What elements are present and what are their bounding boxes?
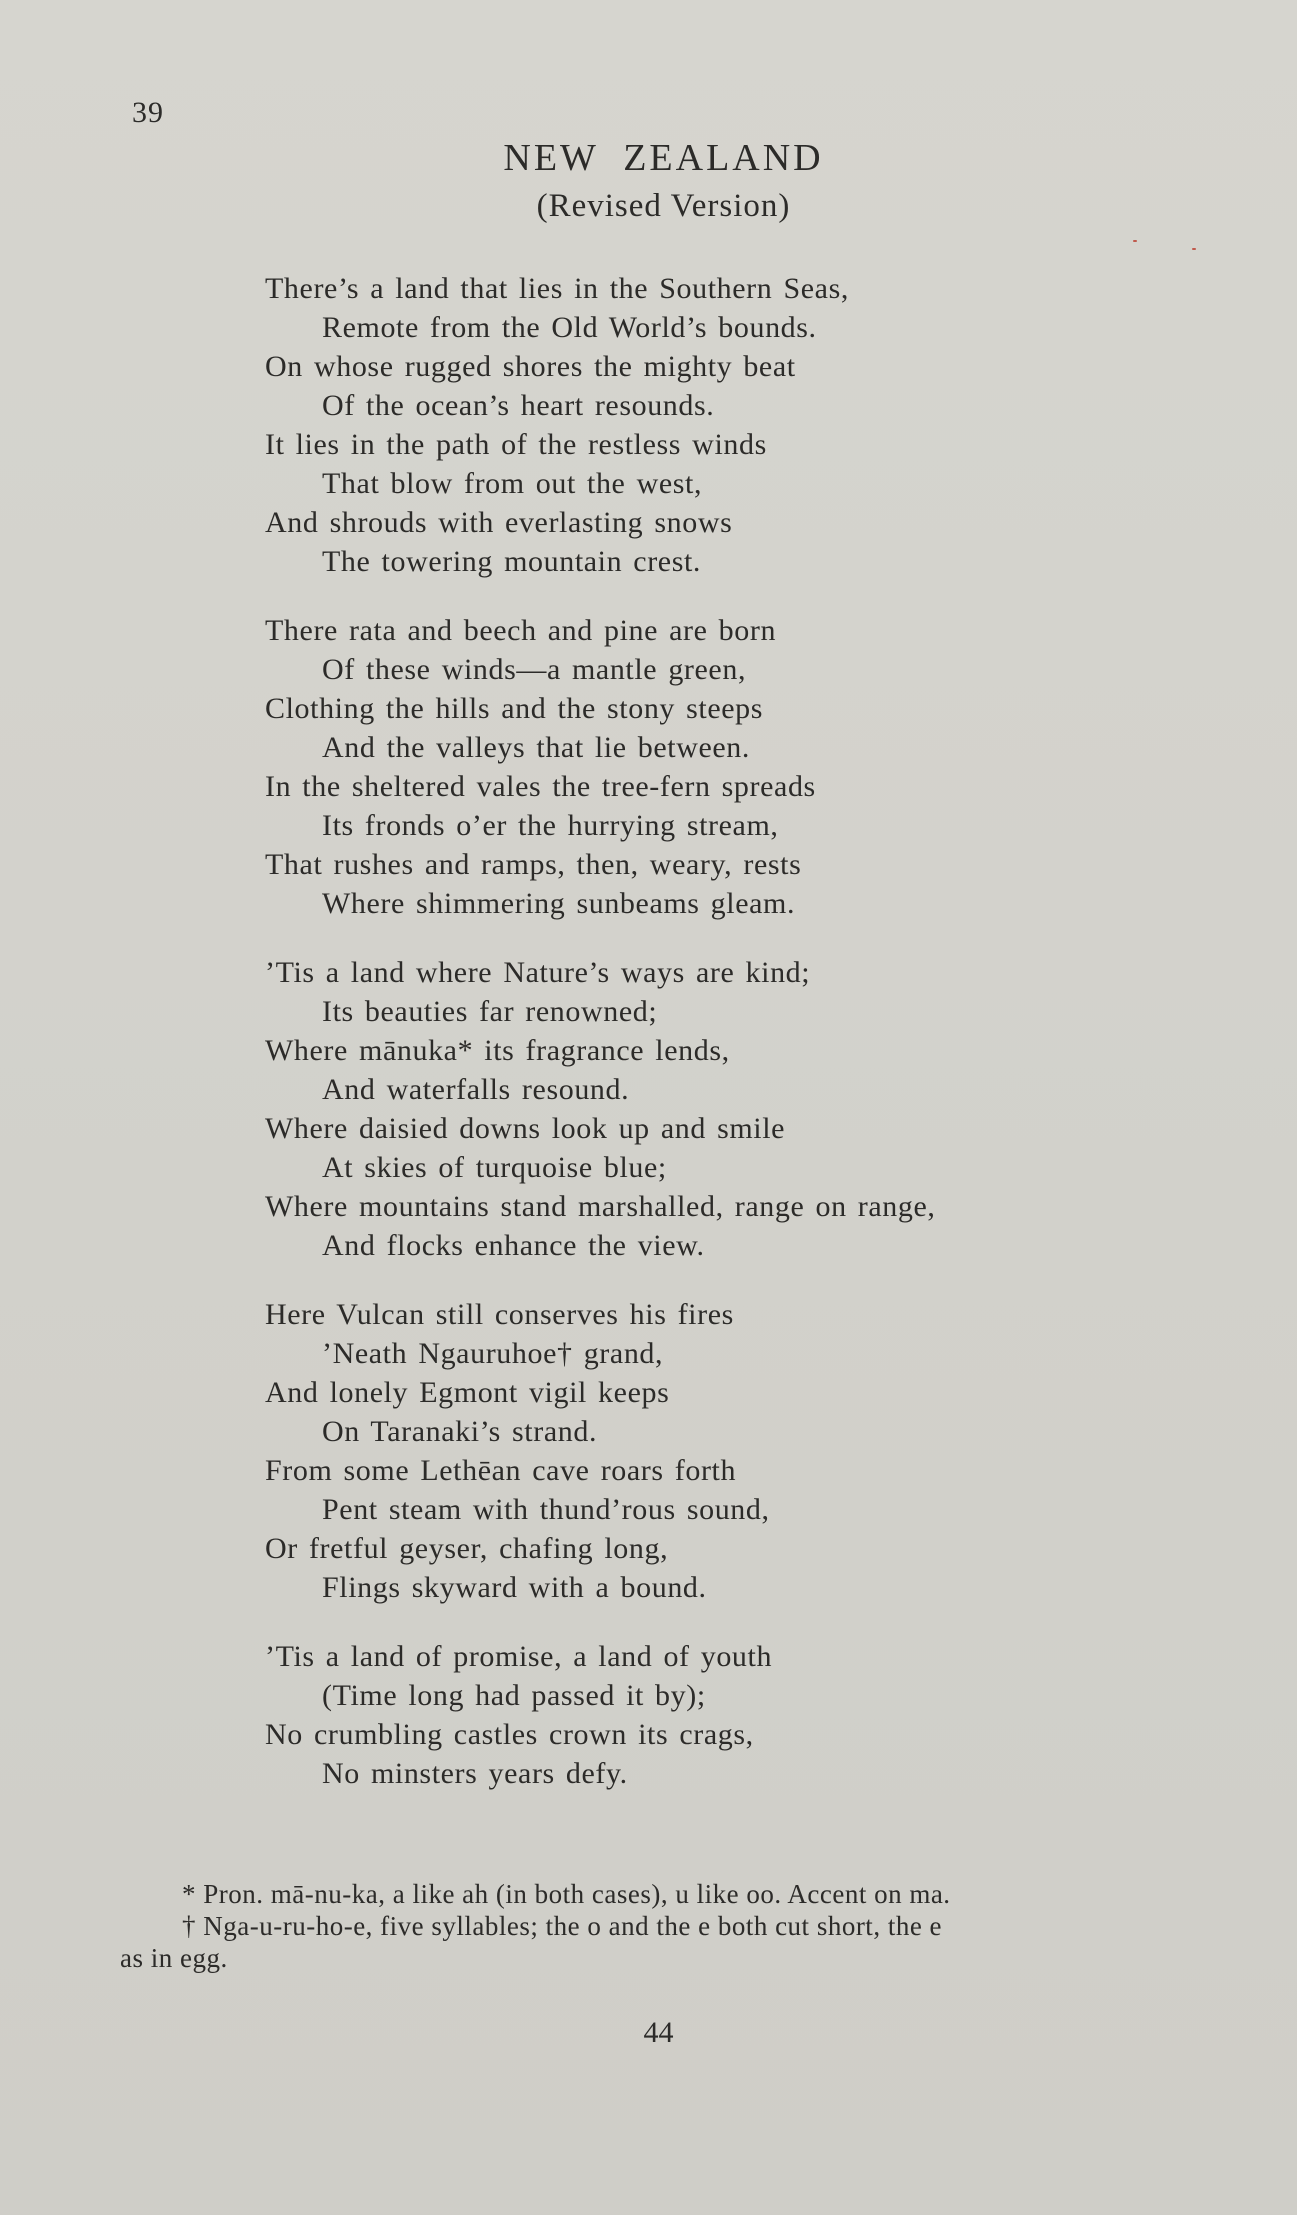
poem-line: That blow from out the west,: [322, 467, 703, 500]
footnote-manuka: * Pron. mā-nu-ka, a like ah (in both cases), u like oo. Accent on ma.: [182, 1879, 951, 1909]
footnote-ngauruhoe-continued: as in egg.: [120, 1943, 228, 1973]
poem-subtitle: (Revised Version): [536, 188, 791, 224]
stanza: [265, 1295, 1165, 1607]
poem-line: Where mānuka* its fragrance lends,: [265, 1034, 730, 1067]
poem-line: That rushes and ramps, then, weary, rests: [265, 848, 802, 881]
poem-line: Flings skyward with a bound.: [322, 1571, 707, 1604]
poem-line: Of these winds—a mantle green,: [322, 653, 747, 686]
poem-line: Where shimmering sunbeams gleam.: [322, 887, 796, 920]
poem-title: NEW ZEALAND: [503, 137, 824, 179]
poem-line: Here Vulcan still conserves his fires: [265, 1298, 734, 1331]
poem-line: In the sheltered vales the tree-fern spreads: [265, 770, 816, 803]
footnote-ngauruhoe: † Nga-u-ru-ho-e, five syllables; the o and the e both cut short, the e: [182, 1911, 943, 1941]
top-page-number: 39: [132, 96, 164, 129]
poem-line: From some Lethēan cave roars forth: [265, 1454, 737, 1487]
poem-line: On Taranaki’s strand.: [322, 1415, 598, 1448]
poem-line: Remote from the Old World’s bounds.: [322, 311, 817, 344]
poem-line: And shrouds with everlasting snows: [265, 506, 733, 539]
poem-line: It lies in the path of the restless winds: [265, 428, 767, 461]
poem-line: There’s a land that lies in the Southern Seas,: [265, 272, 849, 305]
poem-line: Of the ocean’s heart resounds.: [322, 389, 715, 422]
red-ink-speck: [1133, 240, 1137, 242]
poem-line: Where mountains stand marshalled, range on range,: [265, 1190, 936, 1223]
poem-line: On whose rugged shores the mighty beat: [265, 350, 796, 383]
poem-line: No crumbling castles crown its crags,: [265, 1718, 754, 1751]
red-ink-speck: [1192, 248, 1196, 250]
bottom-page-number: 44: [643, 2016, 674, 2049]
poem-line: And waterfalls resound.: [322, 1073, 630, 1106]
poem-body: [265, 269, 1165, 1823]
poem-line: At skies of turquoise blue;: [322, 1151, 667, 1184]
poem-line: And flocks enhance the view.: [322, 1229, 705, 1262]
poem-line: Pent steam with thund’rous sound,: [322, 1493, 770, 1526]
poem-line: ’Tis a land where Nature’s ways are kind;: [265, 956, 811, 989]
poem-line: Clothing the hills and the stony steeps: [265, 692, 764, 725]
poem-line: No minsters years defy.: [322, 1757, 628, 1790]
poem-line: And lonely Egmont vigil keeps: [265, 1376, 670, 1409]
poem-line: The towering mountain crest.: [322, 545, 702, 578]
stanza: [265, 611, 1165, 923]
poem-line: Its beauties far renowned;: [322, 995, 658, 1028]
poem-line: ’Neath Ngauruhoe† grand,: [322, 1337, 664, 1370]
poem-line: Where daisied downs look up and smile: [265, 1112, 786, 1145]
poem-line: (Time long had passed it by);: [322, 1679, 706, 1712]
poem-line: Its fronds o’er the hurrying stream,: [322, 809, 779, 842]
stanza: [265, 269, 1165, 581]
poem-line: ’Tis a land of promise, a land of youth: [265, 1640, 773, 1673]
poem-line: Or fretful geyser, chafing long,: [265, 1532, 669, 1565]
footnotes: [120, 1878, 1240, 1974]
poem-line: And the valleys that lie between.: [322, 731, 751, 764]
stanza: [265, 1637, 1165, 1793]
poem-line: There rata and beech and pine are born: [265, 614, 777, 647]
stanza: [265, 953, 1165, 1265]
